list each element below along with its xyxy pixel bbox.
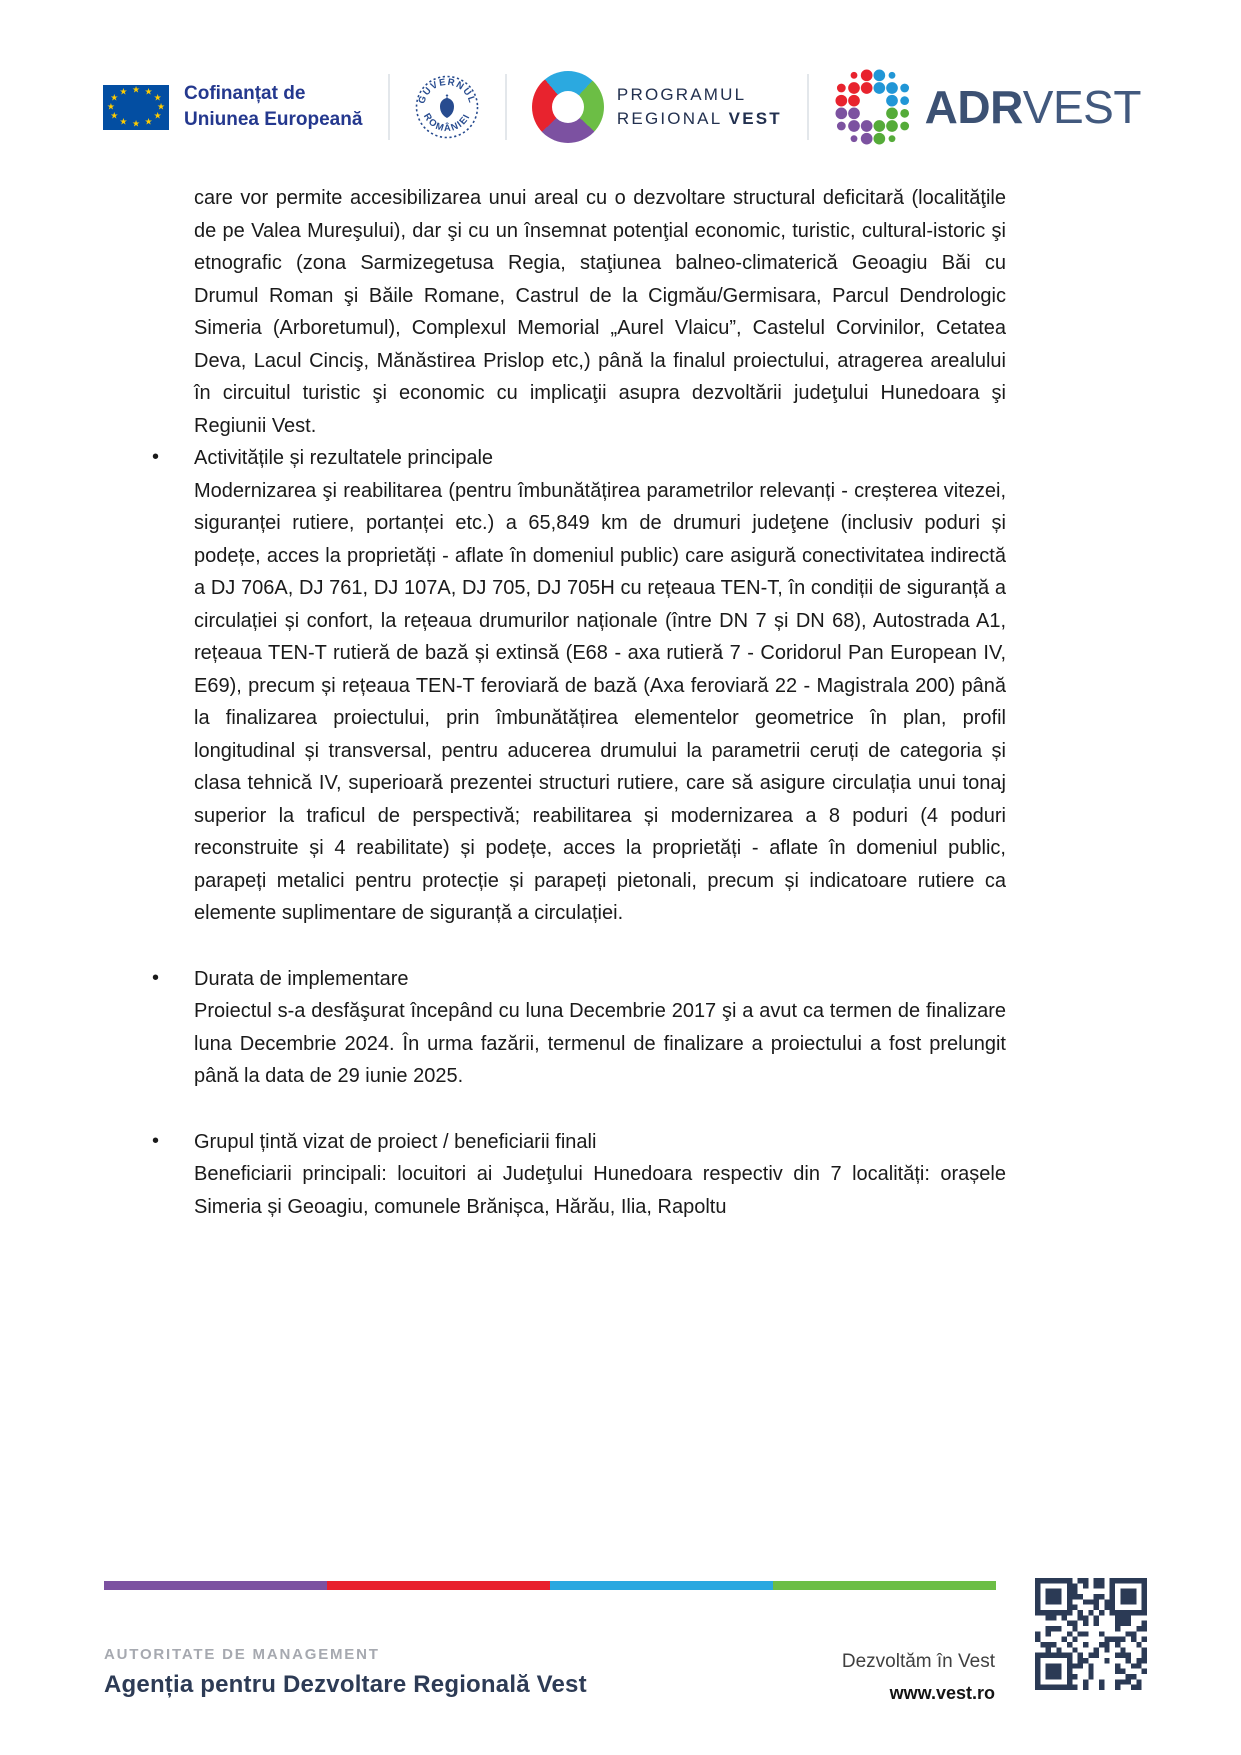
romanian-government-seal-icon <box>415 75 479 139</box>
stripe-green-segment <box>773 1581 996 1590</box>
regional-program-swirl-icon <box>532 71 604 143</box>
header-divider <box>388 74 390 140</box>
authority-label: AUTORITATE DE MANAGEMENT <box>104 1646 380 1663</box>
bullet-icon: • <box>152 966 160 989</box>
prv-line2-vest: VEST <box>728 109 782 128</box>
section-target-group <box>152 1126 1006 1224</box>
agency-name: Agenția pentru Dezvoltare Regională Vest <box>104 1671 587 1698</box>
stripe-blue-segment <box>550 1581 773 1590</box>
footer-website: www.vest.ro <box>889 1683 995 1703</box>
adr-wordmark-bold: ADR <box>924 81 1023 133</box>
programul-regional-vest-label <box>617 83 782 131</box>
section-body: Proiectul s-a desfăşurat începând cu luna Decembrie 2017 şi a avut ca termen de finalizare luna Decembrie 2024. În urma fazării, termenul de finalizare a proiectului a fost prelungit până la data de 29 iunie 2025. <box>194 1000 1006 1087</box>
eu-flag-icon: ★ ★ ★ ★ ★ ★ ★ ★ ★ ★ ★ ★ <box>103 85 169 130</box>
section-body: Beneficiarii principali: locuitori ai Judeţului Hunedoara respectiv din 7 localități: orașele Simeria și Geoagiu, comunele Brănișca, Hărău, Ilia, Rapoltu <box>194 1163 1006 1218</box>
bullet-icon: • <box>152 446 160 468</box>
adr-vest-dots-icon <box>835 69 911 145</box>
section-title-text: Grupul țintă vizat de proiect / beneficiarii finali <box>194 1130 597 1153</box>
bullet-icon: • <box>152 1129 160 1152</box>
qr-code <box>1035 1578 1147 1690</box>
section-title <box>152 1126 1006 1159</box>
eu-cofunding-line2: Uniunea Europeană <box>184 109 363 130</box>
section-title-text: Durata de implementare <box>194 967 409 990</box>
section-activities <box>152 442 1006 930</box>
eu-cofunding-label <box>184 81 362 133</box>
eu-cofunding-line1: Cofinanțat de <box>184 83 306 104</box>
government-seal-top-text: GUVERNUL <box>416 76 478 106</box>
stripe-purple-segment <box>104 1581 327 1590</box>
government-seal-bottom-text: ROMÂNIEI <box>421 111 474 135</box>
eu-cofunding-block <box>103 81 362 133</box>
document-body <box>152 182 1006 1256</box>
footer-tagline: Dezvoltăm în Vest <box>841 1651 995 1672</box>
header-divider <box>807 74 809 140</box>
section-title-text: Activitățile și rezultatele principale <box>194 447 494 469</box>
prv-line2: REGIONAL VEST <box>616 109 782 128</box>
stripe-red-segment <box>327 1581 550 1590</box>
footer-color-stripe <box>104 1581 996 1590</box>
header <box>103 60 1141 154</box>
programul-regional-vest-logo <box>532 71 782 143</box>
intro-paragraph: care vor permite accesibilizarea unui areal cu o dezvoltare structural deficitară (localităţile de pe Valea Mureşului), dar şi cu un însemnat potenţial economic, turistic, cultural-istoric şi etnografic (zona Sarmizegetusa Regia, staţiunea balneo-climaterică Geoagiu Băi cu Drumul Roman şi Băile Romane, Castrul de la Cigmău/Germisara, Parcul Dendrologic Simeria (Arboretumul), Complexul Memorial „Aurel Vlaicu”, Castelul Corvinilor, Cetatea Deva, Lacul Cinciş, Mănăstirea Prislop etc,) până la finalul proiectului, atragerea arealului în circuitul turistic şi economic cu implicaţii asupra dezvoltării judeţului Hunedoara şi Regiunii Vest. <box>194 187 1006 437</box>
prv-line1: PROGRAMUL <box>616 85 747 104</box>
adr-vest-wordmark <box>924 81 1141 133</box>
header-divider <box>505 74 507 140</box>
section-body: Modernizarea şi reabilitarea (pentru îmbunătățirea parametrilor relevanți - creșterea vitezei, siguranței rutiere, portanței etc.) a 65,849 km de drumuri judeţene (inclusiv poduri și podețe, acces la proprietăți - aflate în domeniul public) care asigură conectivitatea indirectă a DJ 706A, DJ 761, DJ 107A, DJ 705, DJ 705H cu rețeaua TEN-T, în condiții de siguranță a circulației și confort, la rețeaua drumurilor naționale (între DN 7 și DN 68), Autostrada A1, rețeaua TEN-T rutieră de bază și extinsă (E68 - axa rutieră 7 - Coridorul Pan European IV, E69), precum și rețeaua TEN-T feroviară de bază (Axa feroviară 22 - Magistrala 200) până la finalizarea proiectului, prin îmbunătățirea elementelor geometrice în plan, profil longitudinal și transversal, pentru aducerea drumului la parametrii ceruți de categoria și clasa tehnică IV, superioară prezentei structuri rutiere, care să asigure circulația unui tonaj superior la traficul de perspectivă; reabilitarea și modernizarea a 8 poduri (4 poduri reconstruite și 4 reabilitate) și podețe, acces la proprietăți - aflate în domeniul public, parapeți metalici pentru protecție și parapeți pietonali, precum și indicatoare rutiere ca elemente suplimentare de siguranță a circulației. <box>194 479 1006 924</box>
section-title <box>152 442 1006 475</box>
adr-vest-logo <box>835 69 1141 145</box>
adr-wordmark-light: VEST <box>1022 81 1141 133</box>
section-duration <box>152 963 1006 1093</box>
section-title <box>152 963 1006 996</box>
